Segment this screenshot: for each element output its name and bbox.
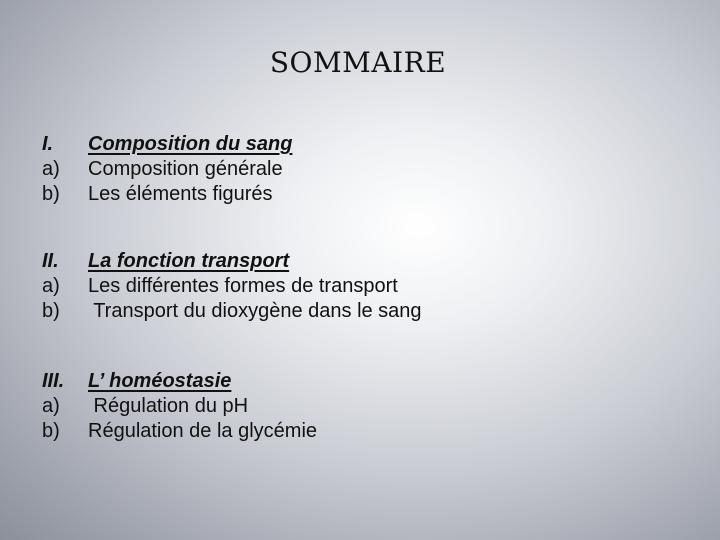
list-item — [42, 274, 682, 299]
list-item — [42, 299, 682, 324]
list-item — [42, 394, 682, 419]
section-1 — [42, 132, 682, 207]
slide-title-text: SOMMAIRE — [269, 46, 447, 79]
item-text: Régulation du pH — [88, 395, 249, 417]
section-2 — [42, 249, 682, 324]
item-marker: a) — [42, 395, 60, 417]
item-marker: b) — [42, 420, 60, 442]
list-item — [42, 182, 682, 207]
section-heading — [42, 249, 682, 274]
item-text: Composition générale — [88, 158, 283, 180]
section-title: Composition du sang — [88, 133, 293, 155]
section-numeral: II. — [42, 250, 59, 272]
section-numeral: III. — [42, 370, 65, 392]
item-marker: a) — [42, 158, 60, 180]
section-heading — [42, 369, 682, 394]
item-text: Les éléments figurés — [88, 183, 273, 205]
item-text: Régulation de la glycémie — [88, 420, 318, 442]
list-item — [42, 157, 682, 182]
item-marker: b) — [42, 300, 60, 322]
slide-title — [0, 46, 720, 79]
item-marker: a) — [42, 275, 60, 297]
item-marker: b) — [42, 183, 60, 205]
item-text: Transport du dioxygène dans le sang — [88, 300, 422, 322]
item-text: Les différentes formes de transport — [88, 275, 398, 297]
section-title: L’ homéostasie — [88, 370, 232, 392]
section-numeral: I. — [42, 133, 54, 155]
section-title: La fonction transport — [88, 250, 290, 272]
list-item — [42, 419, 682, 444]
section-3 — [42, 369, 682, 444]
section-heading — [42, 132, 682, 157]
